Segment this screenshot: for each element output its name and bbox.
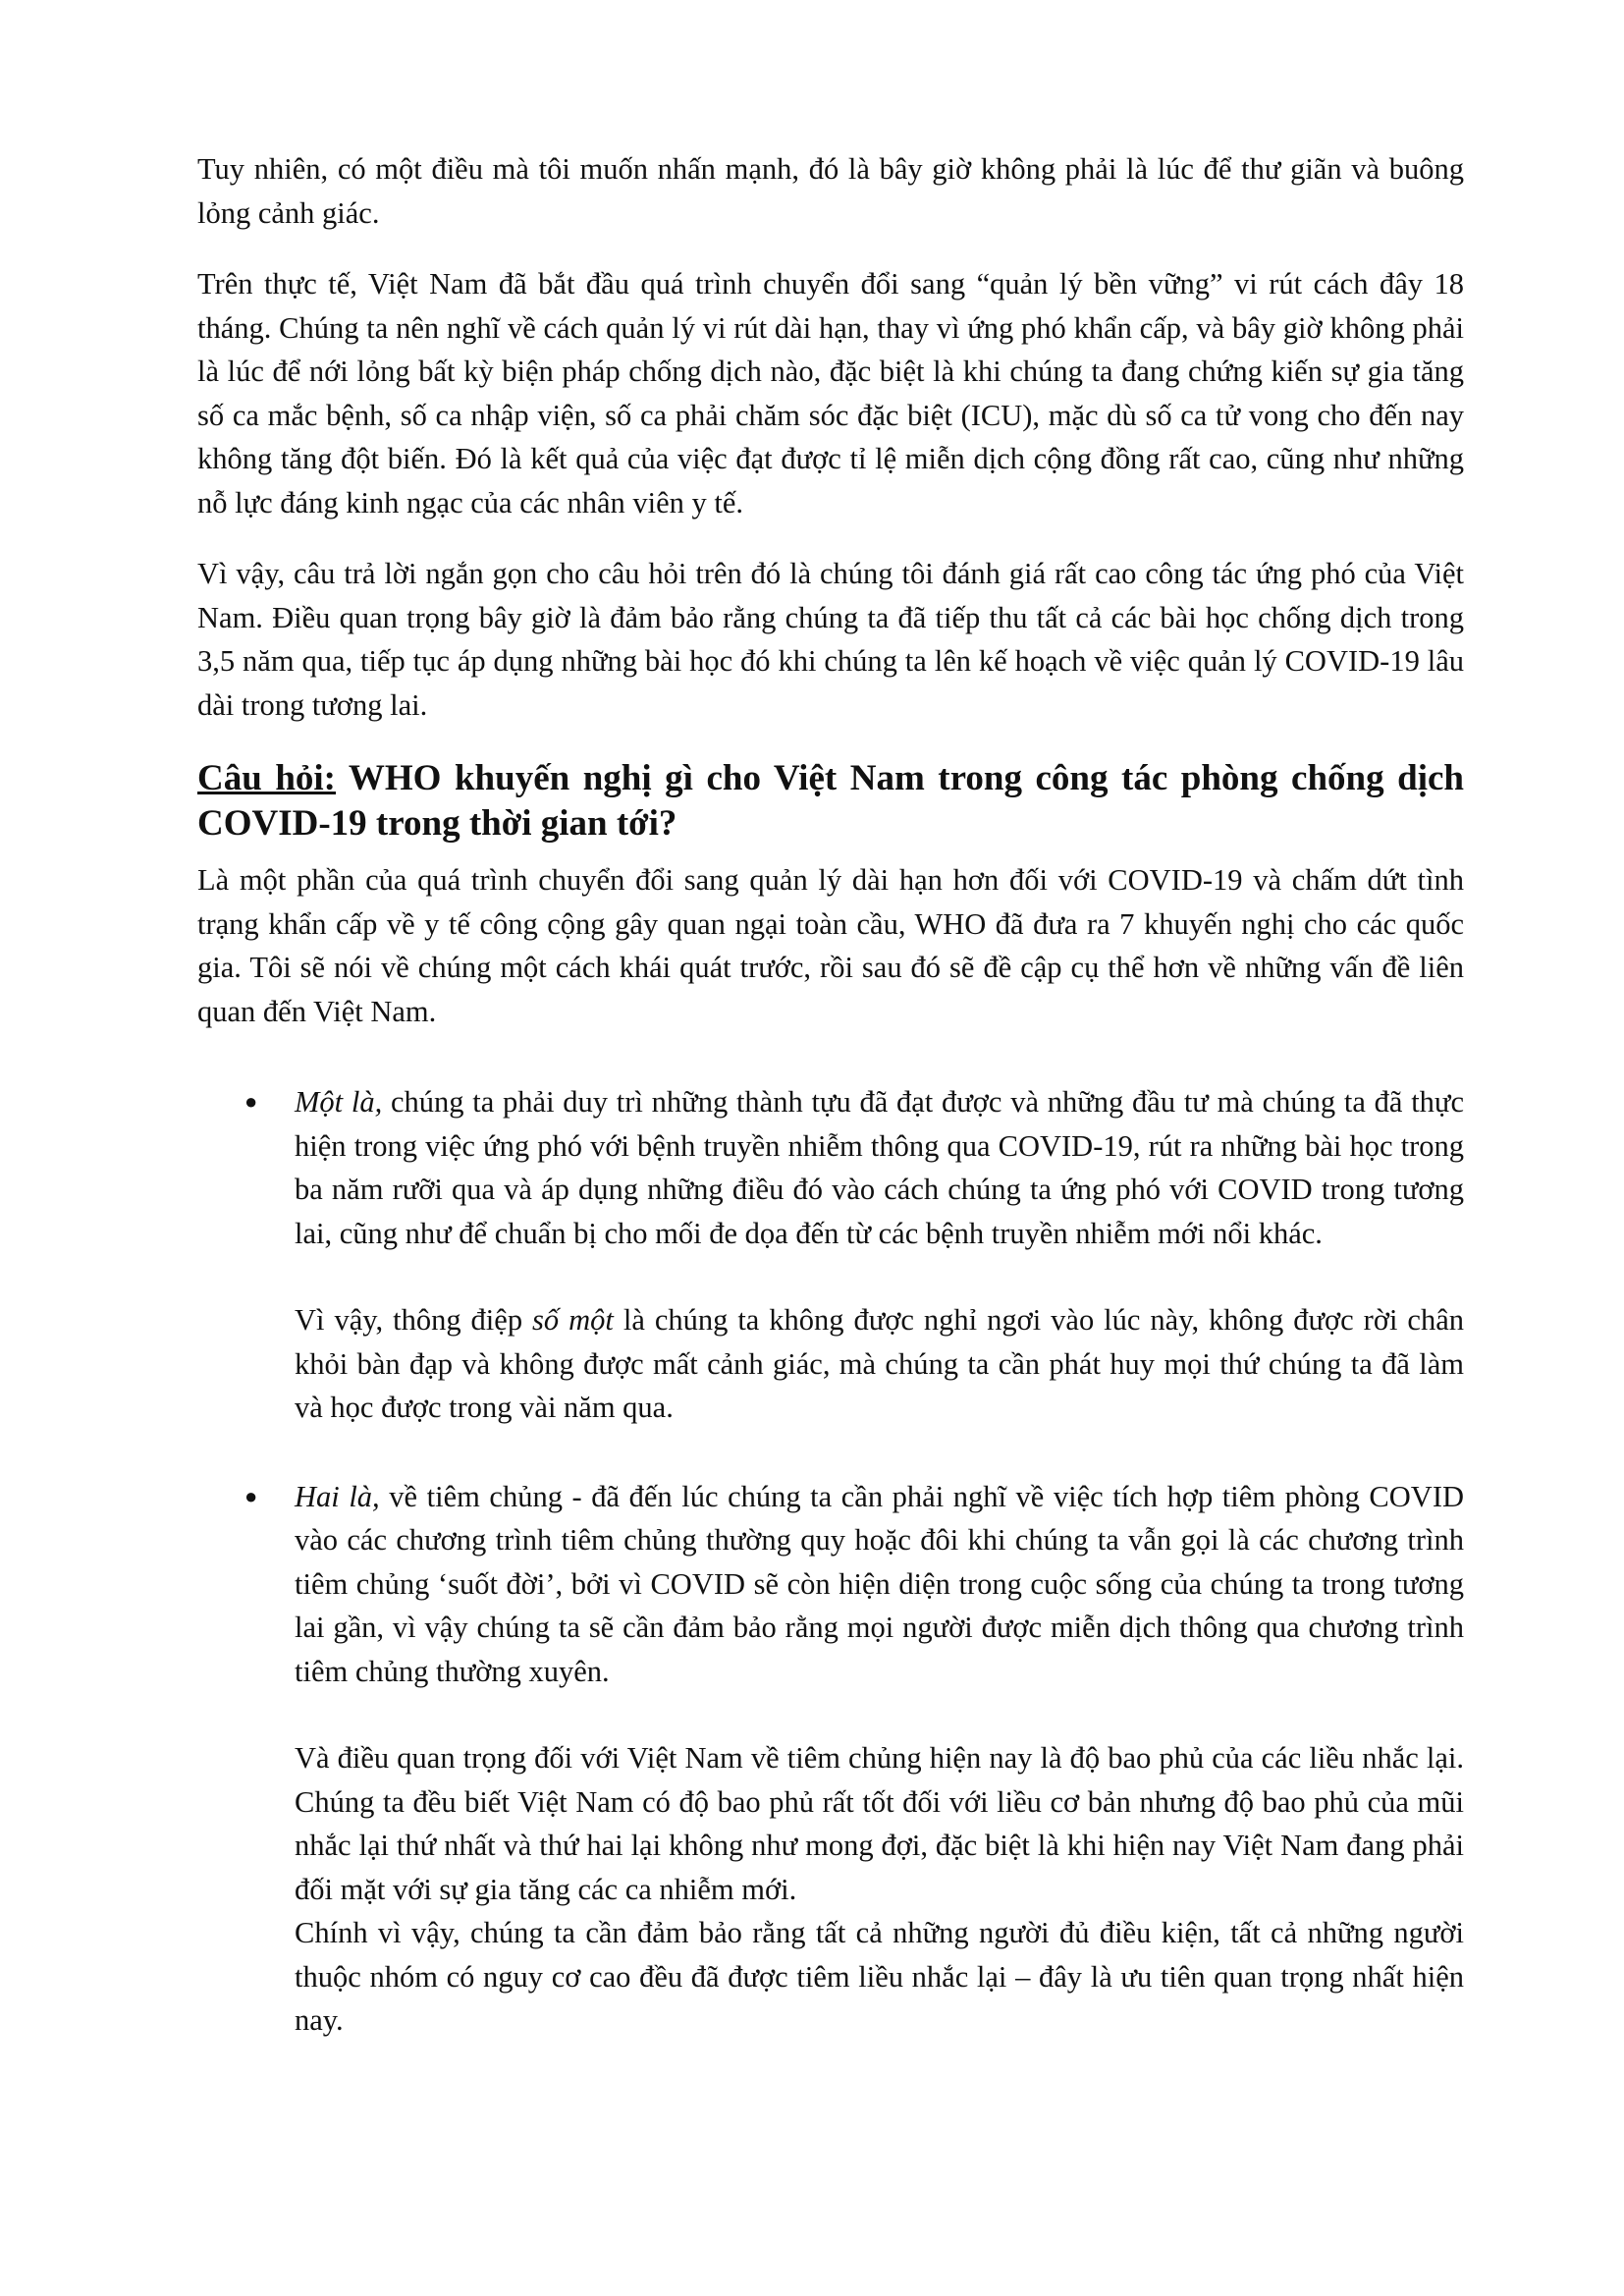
question-heading xyxy=(197,756,1464,847)
list-item xyxy=(197,1475,1464,2043)
recommendation-two xyxy=(295,1475,1464,1694)
recommendation-one-message xyxy=(295,1298,1464,1430)
recommendation-body: chúng ta phải duy trì những thành tựu đã đạt được và những đầu tư mà chúng ta đã thực hiện trong việc ứng phó với bệnh truyền nhiễm thông qua COVID-19, rút ra những bài học trong ba năm rưỡi qua và áp dụng những điều đó vào cách chúng ta ứng phó với COVID trong tương lai, cũng như để chuẩn bị cho mối đe dọa đến từ các bệnh truyền nhiễm mới nổi khác. xyxy=(295,1085,1464,1250)
recommendation-list xyxy=(197,1080,1464,2043)
bullet-icon: ● xyxy=(244,1483,258,1508)
paragraph-caution: Tuy nhiên, có một điều mà tôi muốn nhấn mạnh, đó là bây giờ không phải là lúc để thư giãn và buông lỏng cảnh giác. xyxy=(197,152,1464,230)
recommendation-two-priority: Chính vì vậy, chúng ta cần đảm bảo rằng tất cả những người đủ điều kiện, tất cả những người thuộc nhóm có nguy cơ cao đều đã được tiêm liều nhắc lại – đây là ưu tiên quan trọng nhất hiện nay. xyxy=(295,1916,1464,2037)
paragraph-sustainable-management: Trên thực tế, Việt Nam đã bắt đầu quá trình chuyển đổi sang “quản lý bền vững” vi rút cách đây 18 tháng. Chúng ta nên nghĩ về cách quản lý vi rút dài hạn, thay vì ứng phó khẩn cấp, và bây giờ không phải là lúc để nới lỏng bất kỳ biện pháp chống dịch nào, đặc biệt là khi chúng ta đang chứng kiến sự gia tăng số ca mắc bệnh, số ca nhập viện, số ca phải chăm sóc đặc biệt (ICU), mặc dù số ca tử vong cho đến nay không tăng đột biến. Đó là kết quả của việc đạt được tỉ lệ miễn dịch cộng đồng rất cao, cũng như những nỗ lực đáng kinh ngạc của các nhân viên y tế. xyxy=(197,267,1464,519)
recommendation-lead: Một là, xyxy=(295,1085,383,1119)
bullet-icon: ● xyxy=(244,1089,258,1114)
recommendation-one xyxy=(295,1080,1464,1255)
message-text-after: là chúng ta không được nghỉ ngơi vào lúc này, không được rời chân khỏi bàn đạp và không được mất cảnh giác, mà chúng ta cần phát huy mọi thứ chúng ta đã làm và học được trong vài năm qua. xyxy=(295,1303,1464,1424)
recommendation-two-booster-coverage: Và điều quan trọng đối với Việt Nam về tiêm chủng hiện nay là độ bao phủ của các liều nhắc lại. Chúng ta đều biết Việt Nam có độ bao phủ rất tốt đối với liều cơ bản nhưng độ bao phủ của mũi nhắc lại thứ nhất và thứ hai lại không như mong đợi, đặc biệt là khi hiện nay Việt Nam đang phải đối mặt với sự gia tăng các ca nhiễm mới. xyxy=(295,1741,1464,1906)
question-text: WHO khuyến nghị gì cho Việt Nam trong công tác phòng chống dịch COVID-19 trong thời gian tới? xyxy=(197,758,1464,844)
question-label: Câu hỏi: xyxy=(197,758,337,798)
message-emphasis: số một xyxy=(532,1303,614,1337)
message-text-before: Vì vậy, thông điệp xyxy=(295,1303,533,1337)
document-page xyxy=(197,147,1464,2088)
recommendation-lead: Hai là, xyxy=(295,1479,380,1513)
paragraph-short-answer: Vì vậy, câu trả lời ngắn gọn cho câu hỏi trên đó là chúng tôi đánh giá rất cao công tác ứng phó của Việt Nam. Điều quan trọng bây giờ là đảm bảo rằng chúng ta đã tiếp thu tất cả các bài học chống dịch trong 3,5 năm qua, tiếp tục áp dụng những bài học đó khi chúng ta lên kế hoạch về việc quản lý COVID-19 lâu dài trong tương lai. xyxy=(197,557,1464,722)
recommendation-body: về tiêm chủng - đã đến lúc chúng ta cần phải nghĩ về việc tích hợp tiêm phòng COVID vào các chương trình tiêm chủng thường quy hoặc đôi khi chúng ta vẫn gọi là các chương trình tiêm chủng ‘suốt đời’, bởi vì COVID sẽ còn hiện diện trong cuộc sống của chúng ta trong tương lai gần, vì vậy chúng ta sẽ cần đảm bảo rằng mọi người được miễn dịch thông qua chương trình tiêm chủng thường xuyên. xyxy=(295,1479,1464,1688)
list-item xyxy=(197,1080,1464,1430)
paragraph-who-recommendations-intro: Là một phần của quá trình chuyển đổi sang quản lý dài hạn hơn đối với COVID-19 và chấm dứt tình trạng khẩn cấp về y tế công cộng gây quan ngại toàn cầu, WHO đã đưa ra 7 khuyến nghị cho các quốc gia. Tôi sẽ nói về chúng một cách khái quát trước, rồi sau đó sẽ đề cập cụ thể hơn về những vấn đề liên quan đến Việt Nam. xyxy=(197,863,1464,1028)
